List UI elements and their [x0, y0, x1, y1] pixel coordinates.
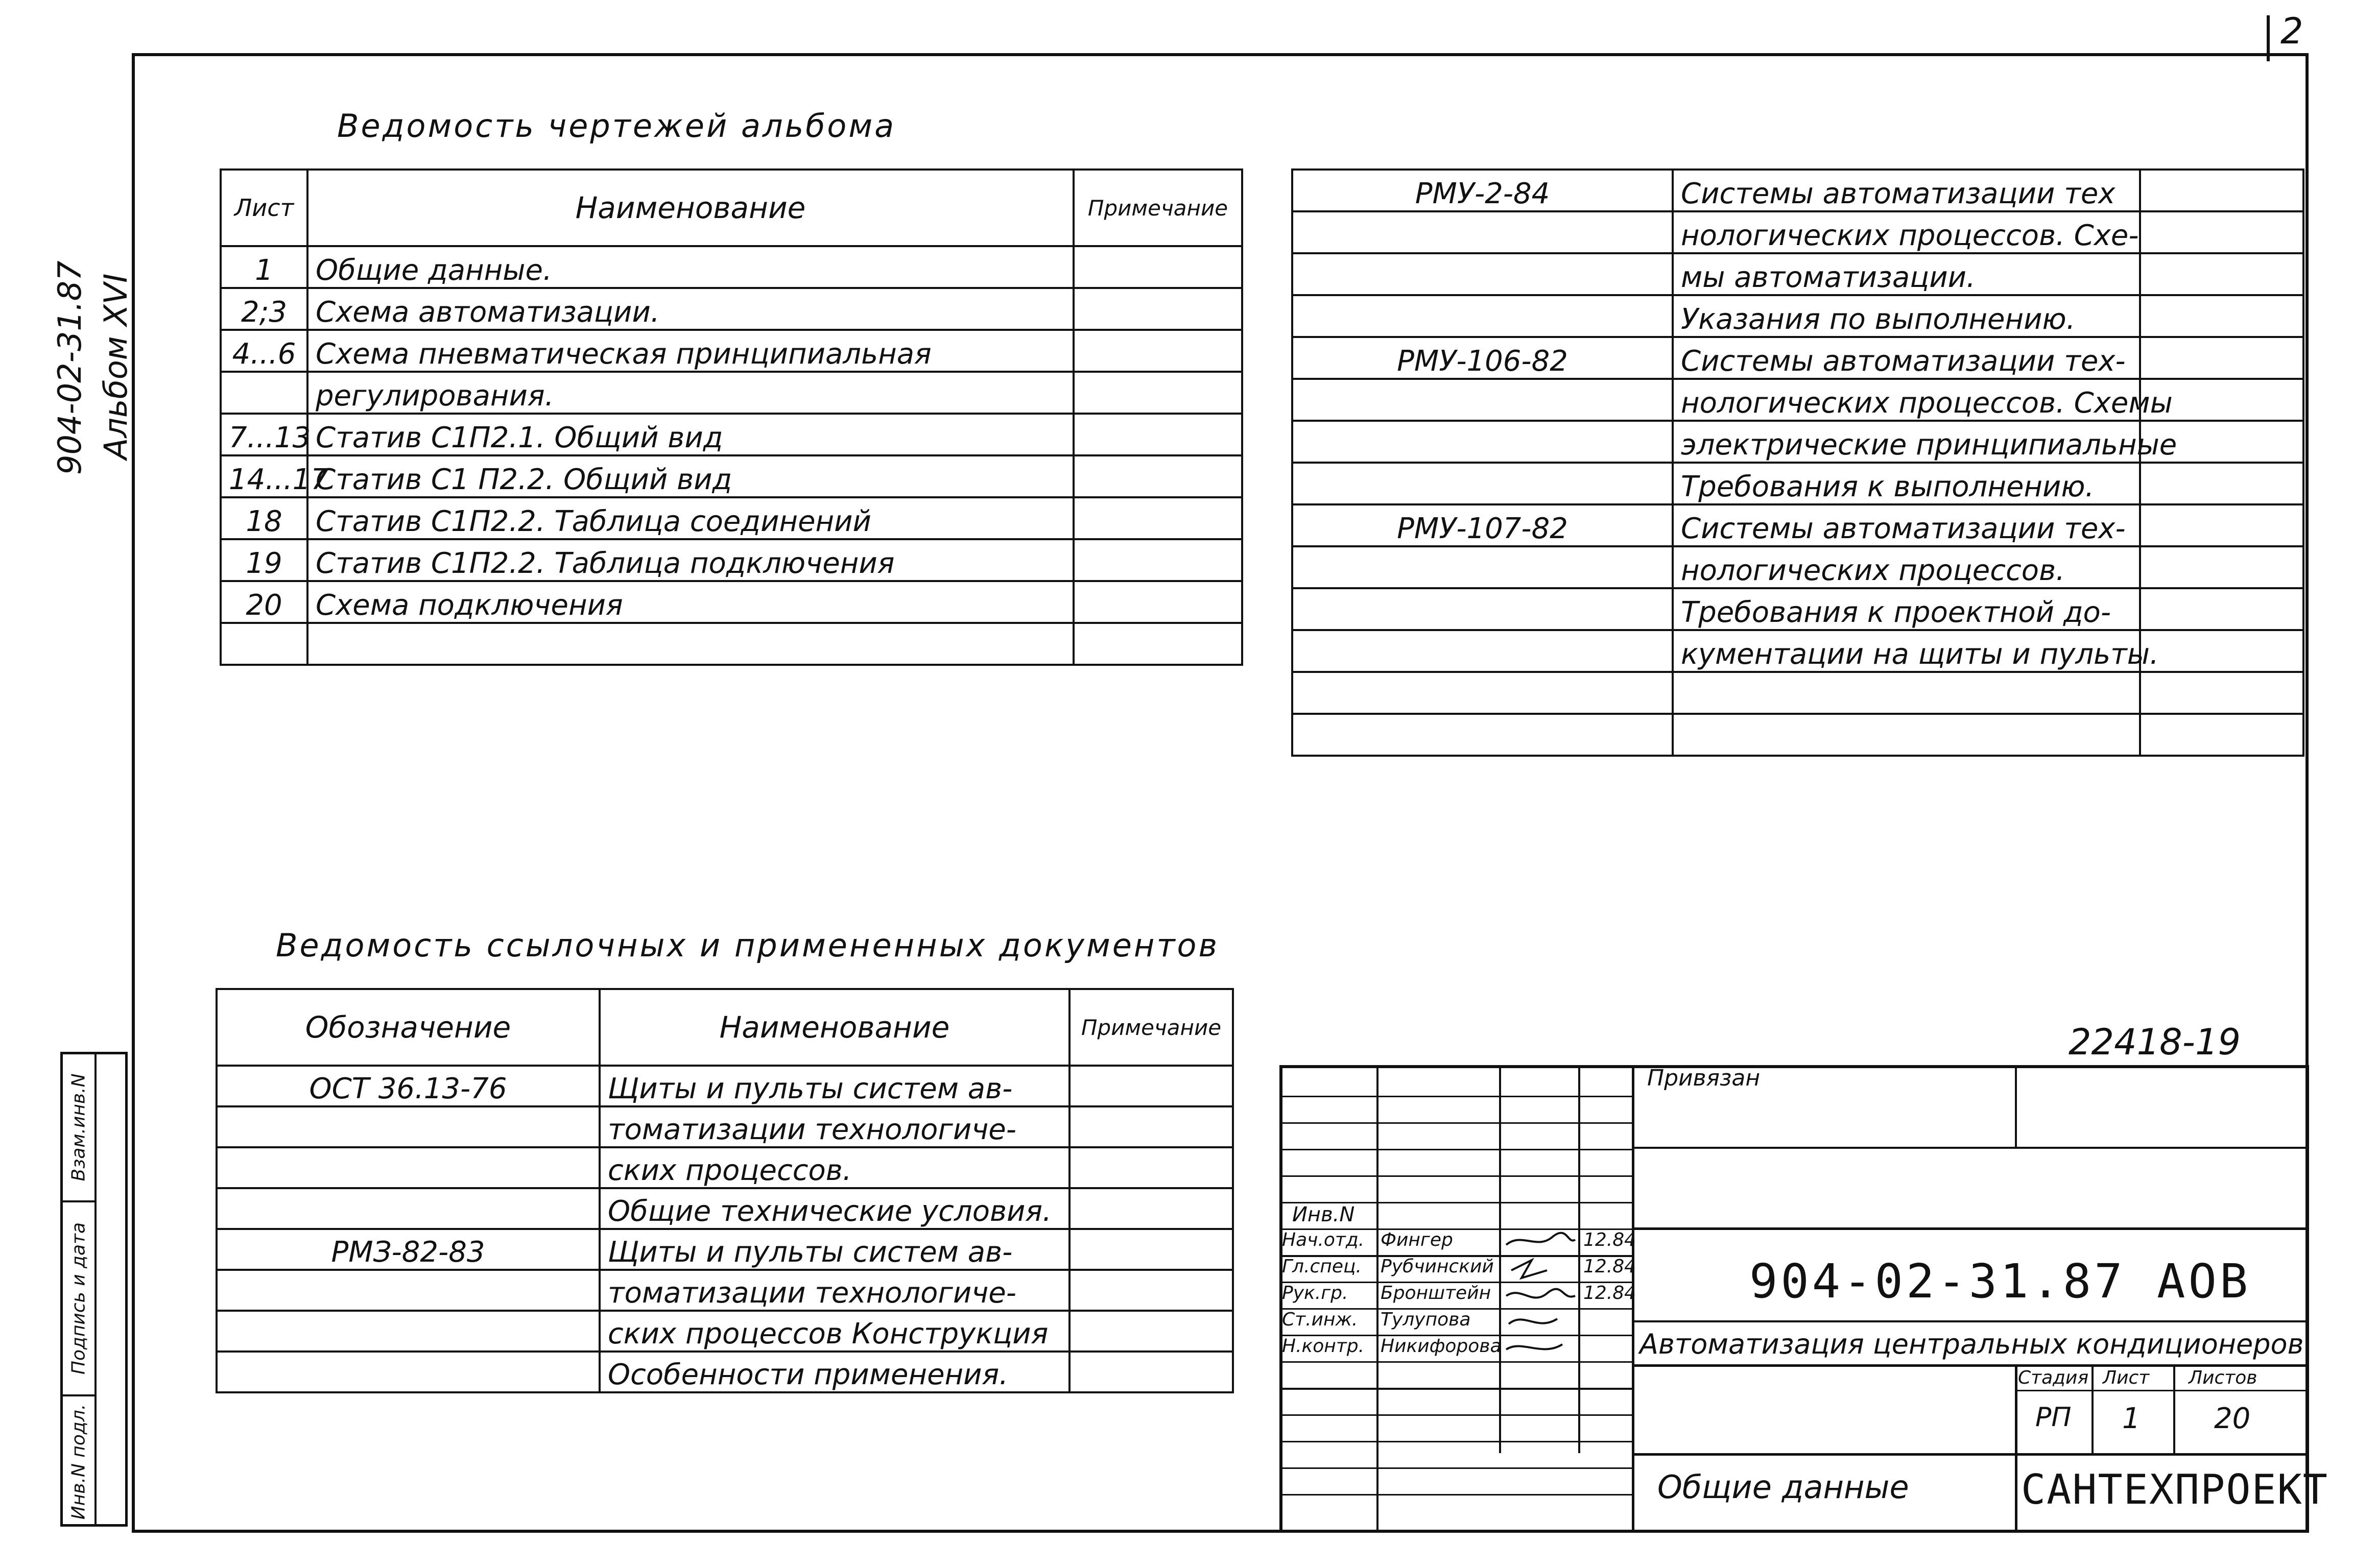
name-cell: Схема подключения	[307, 581, 1074, 623]
note-cell	[1074, 581, 1242, 623]
code-cell	[1292, 295, 1673, 337]
tb-row-line	[1279, 1175, 1632, 1177]
table-row	[1292, 672, 2303, 714]
name-cell: Щиты и пульты систем ав-	[600, 1229, 1069, 1270]
table-row	[221, 455, 1242, 497]
strip-inv-podl: Инв.N подл.	[68, 1404, 89, 1519]
tb-row-line	[1279, 1414, 1632, 1416]
name-cell: нологических процессов. Схе-	[1673, 211, 2140, 253]
name-cell: Особенности применения.	[600, 1352, 1069, 1392]
sig-role: Нач.отд.	[1282, 1229, 1365, 1250]
tb-border	[2306, 1065, 2309, 1533]
name-cell: Указания по выполнению.	[1673, 295, 2140, 337]
code-cell: РМУ-106-82	[1292, 337, 1673, 379]
tb-row-line	[1279, 1441, 1632, 1442]
sheet-cell: 14...17	[221, 455, 307, 497]
strip-divider	[94, 1054, 97, 1527]
code-cell: РМУ-107-82	[1292, 504, 1673, 546]
sheet-title: Общие данные	[1657, 1468, 1909, 1506]
sheet-label: Лист	[2103, 1367, 2150, 1388]
table-row	[1292, 170, 2303, 211]
sig-role: Рук.гр.	[1282, 1283, 1348, 1304]
name-cell: нологических процессов.	[1673, 546, 2140, 588]
note-cell	[1069, 1147, 1233, 1188]
table-row	[1292, 211, 2303, 253]
name-cell: электрические принципиальные	[1673, 421, 2140, 463]
sig-date: 12.84	[1583, 1283, 1636, 1304]
code-cell: РМУ-2-84	[1292, 170, 1673, 211]
header-note: Примечание	[1069, 989, 1233, 1066]
name-cell: Статив С1П2.2. Таблица подключения	[307, 539, 1074, 581]
name-cell: Статив С1П2.2. Таблица соединений	[307, 497, 1074, 539]
name-cell: ских процессов Конструкция	[600, 1311, 1069, 1352]
name-cell: Щиты и пульты систем ав-	[600, 1066, 1069, 1106]
stage-label: Стадия	[2018, 1367, 2089, 1388]
note-cell	[1069, 1270, 1233, 1311]
sig-role: Гл.спец.	[1282, 1256, 1362, 1277]
name-cell	[1673, 714, 2140, 756]
table-row	[221, 288, 1242, 330]
note-cell	[2140, 588, 2303, 630]
table-row	[1292, 421, 2303, 463]
name-cell: Системы автоматизации тех	[1673, 170, 2140, 211]
note-cell	[2140, 672, 2303, 714]
tb-row-line	[1279, 1467, 1632, 1469]
note-cell	[2140, 630, 2303, 672]
note-cell	[1069, 1188, 1233, 1229]
tb-col-line	[2091, 1364, 2094, 1453]
tb-col-line	[1376, 1065, 1378, 1533]
tb-row-line	[1279, 1122, 1632, 1124]
sheet-value: 1	[2122, 1402, 2141, 1435]
code-cell	[1292, 672, 1673, 714]
table-row	[221, 330, 1242, 372]
code-cell	[1292, 630, 1673, 672]
sig-role: Ст.инж.	[1282, 1309, 1358, 1330]
note-cell	[2140, 211, 2303, 253]
name-cell: мы автоматизации.	[1673, 253, 2140, 295]
name-cell: Статив С1 П2.2. Общий вид	[307, 455, 1074, 497]
tb-row-line	[2015, 1390, 2309, 1391]
code-cell	[217, 1352, 600, 1392]
code-cell	[1292, 211, 1673, 253]
table-row	[1292, 253, 2303, 295]
sheet-cell: 2;3	[221, 288, 307, 330]
sheet-cell: 18	[221, 497, 307, 539]
sheet-cell: 1	[221, 246, 307, 288]
archive-number: 22418-19	[2069, 1021, 2241, 1063]
side-code-line2: Альбом XVI	[97, 273, 134, 460]
table-row	[1292, 463, 2303, 504]
strip-sign-date: Подпись и дата	[63, 1202, 94, 1396]
name-cell: томатизации технологиче-	[600, 1270, 1069, 1311]
name-cell: кументации на щиты и пульты.	[1673, 630, 2140, 672]
sheet-cell: 4...6	[221, 330, 307, 372]
name-cell: Системы автоматизации тех-	[1673, 337, 2140, 379]
side-code	[31, 235, 134, 521]
left-stamp-strip	[60, 1052, 128, 1527]
code-cell: ОСТ 36.13-76	[217, 1066, 600, 1106]
ref-docs-header	[217, 989, 1233, 1066]
code-cell	[1292, 463, 1673, 504]
sig-role: Н.контр.	[1282, 1336, 1365, 1357]
signature-scribbles	[1501, 1229, 1578, 1362]
code-cell	[217, 1270, 600, 1311]
sheets-value: 20	[2214, 1402, 2251, 1435]
ref-docs-heading: Ведомость ссылочных и примененных документов	[276, 927, 1220, 964]
code-cell: РМЗ-82-83	[217, 1229, 600, 1270]
note-cell	[1074, 372, 1242, 414]
code-cell	[217, 1106, 600, 1147]
note-cell	[2140, 337, 2303, 379]
note-cell	[1074, 497, 1242, 539]
tb-row-line	[1279, 1494, 1632, 1495]
name-cell	[307, 623, 1074, 665]
sheet-cell: 19	[221, 539, 307, 581]
name-cell: Общие технические условия.	[600, 1188, 1069, 1229]
table-row	[1292, 337, 2303, 379]
code-cell	[1292, 714, 1673, 756]
name-cell: Схема автоматизации.	[307, 288, 1074, 330]
note-cell	[1069, 1352, 1233, 1392]
name-cell: томатизации технологиче-	[600, 1106, 1069, 1147]
table-row	[217, 1270, 1233, 1311]
table-row	[217, 1352, 1233, 1392]
doc-code: 904-02-31.87 АОВ	[1749, 1254, 2251, 1309]
note-cell	[1074, 539, 1242, 581]
note-cell	[1074, 330, 1242, 372]
code-cell	[1292, 253, 1673, 295]
table-row	[221, 623, 1242, 665]
side-code-line1: 904-02-31.87	[51, 260, 88, 475]
title-block	[1279, 1065, 2328, 1533]
sig-date: 12.84	[1583, 1256, 1636, 1277]
tb-row-line	[1279, 1096, 1632, 1097]
table-row	[221, 372, 1242, 414]
tb-row-line	[1632, 1453, 2309, 1456]
ref-docs-table	[216, 988, 1234, 1393]
sheet-cell: 20	[221, 581, 307, 623]
name-cell: ских процессов.	[600, 1147, 1069, 1188]
name-cell: Статив С1П2.1. Общий вид	[307, 414, 1074, 455]
name-cell: регулирования.	[307, 372, 1074, 414]
note-cell	[2140, 253, 2303, 295]
name-cell: Требования к выполнению.	[1673, 463, 2140, 504]
organization: САНТЕХПРОЕКТ	[2021, 1466, 2328, 1513]
sig-name: Фингер	[1381, 1229, 1453, 1250]
header-note: Примечание	[1074, 170, 1242, 246]
rm-table	[1291, 168, 2304, 757]
note-cell	[1069, 1229, 1233, 1270]
header-code: Обозначение	[217, 989, 600, 1066]
note-cell	[2140, 463, 2303, 504]
table-row	[217, 1066, 1233, 1106]
tb-row-line	[1279, 1361, 1632, 1363]
name-cell: Системы автоматизации тех-	[1673, 504, 2140, 546]
tb-col-line	[2015, 1065, 2017, 1147]
tb-row-line	[1632, 1147, 2309, 1149]
table-row	[217, 1311, 1233, 1352]
project-title: Автоматизация центральных кондиционеров	[1639, 1328, 2304, 1360]
table-row	[217, 1188, 1233, 1229]
note-cell	[1069, 1066, 1233, 1106]
table-row	[217, 1229, 1233, 1270]
note-cell	[2140, 504, 2303, 546]
table-row	[1292, 295, 2303, 337]
table-row	[1292, 504, 2303, 546]
table-row	[1292, 379, 2303, 421]
header-name: Наименование	[600, 989, 1069, 1066]
code-cell	[1292, 588, 1673, 630]
drawings-table	[220, 168, 1243, 666]
note-cell	[2140, 714, 2303, 756]
drawings-list-heading: Ведомость чертежей альбома	[337, 107, 896, 144]
strip-vzam-inv: Взам.инв.N	[63, 1054, 94, 1202]
table-row	[221, 246, 1242, 288]
sig-name: Никифорова	[1381, 1336, 1502, 1357]
tb-border	[1279, 1065, 2309, 1068]
sig-name: Бронштейн	[1381, 1283, 1491, 1304]
code-cell	[1292, 546, 1673, 588]
table-row	[221, 539, 1242, 581]
note-cell	[1074, 455, 1242, 497]
note-cell	[1074, 414, 1242, 455]
code-cell	[217, 1188, 600, 1229]
table-row	[221, 497, 1242, 539]
name-cell: Общие данные.	[307, 246, 1074, 288]
sig-name: Рубчинский	[1381, 1256, 1494, 1277]
tb-row-line	[1279, 1388, 1632, 1390]
note-cell	[1069, 1106, 1233, 1147]
table-row	[1292, 714, 2303, 756]
page-number: 2	[2280, 10, 2303, 52]
stage-value: РП	[2035, 1402, 2072, 1433]
note-cell	[2140, 546, 2303, 588]
name-cell: Требования к проектной до-	[1673, 588, 2140, 630]
name-cell: нологических процессов. Схемы	[1673, 379, 2140, 421]
code-cell	[1292, 421, 1673, 463]
note-cell	[1074, 288, 1242, 330]
table-row	[1292, 630, 2303, 672]
inv-n-label: Инв.N	[1292, 1203, 1355, 1226]
sheet-cell	[221, 623, 307, 665]
sheets-label: Листов	[2189, 1367, 2257, 1388]
tb-row-line	[1632, 1364, 2309, 1367]
tb-row-line	[1279, 1149, 1632, 1150]
tb-col-line	[2173, 1364, 2175, 1453]
code-cell	[217, 1147, 600, 1188]
table-row	[1292, 546, 2303, 588]
table-row	[221, 581, 1242, 623]
note-cell	[2140, 170, 2303, 211]
table-row	[1292, 588, 2303, 630]
sig-date: 12.84	[1583, 1229, 1636, 1250]
header-sheet: Лист	[221, 170, 307, 246]
name-cell	[1673, 672, 2140, 714]
sheet-cell	[221, 372, 307, 414]
tb-row-line	[1632, 1320, 2309, 1322]
sheet-cell: 7...13	[221, 414, 307, 455]
note-cell	[1074, 246, 1242, 288]
page-number-divider	[2267, 15, 2270, 61]
table-row	[217, 1147, 1233, 1188]
header-name: Наименование	[307, 170, 1074, 246]
linked-label: Привязан	[1647, 1065, 1761, 1091]
table-row	[221, 414, 1242, 455]
note-cell	[1069, 1311, 1233, 1352]
note-cell	[2140, 295, 2303, 337]
sig-name: Тулупова	[1381, 1309, 1471, 1330]
code-cell	[1292, 379, 1673, 421]
tb-row-line	[1632, 1227, 2309, 1230]
code-cell	[217, 1311, 600, 1352]
name-cell: Схема пневматическая принципиальная	[307, 330, 1074, 372]
note-cell	[1074, 623, 1242, 665]
table-row	[217, 1106, 1233, 1147]
drawings-table-header	[221, 170, 1242, 246]
